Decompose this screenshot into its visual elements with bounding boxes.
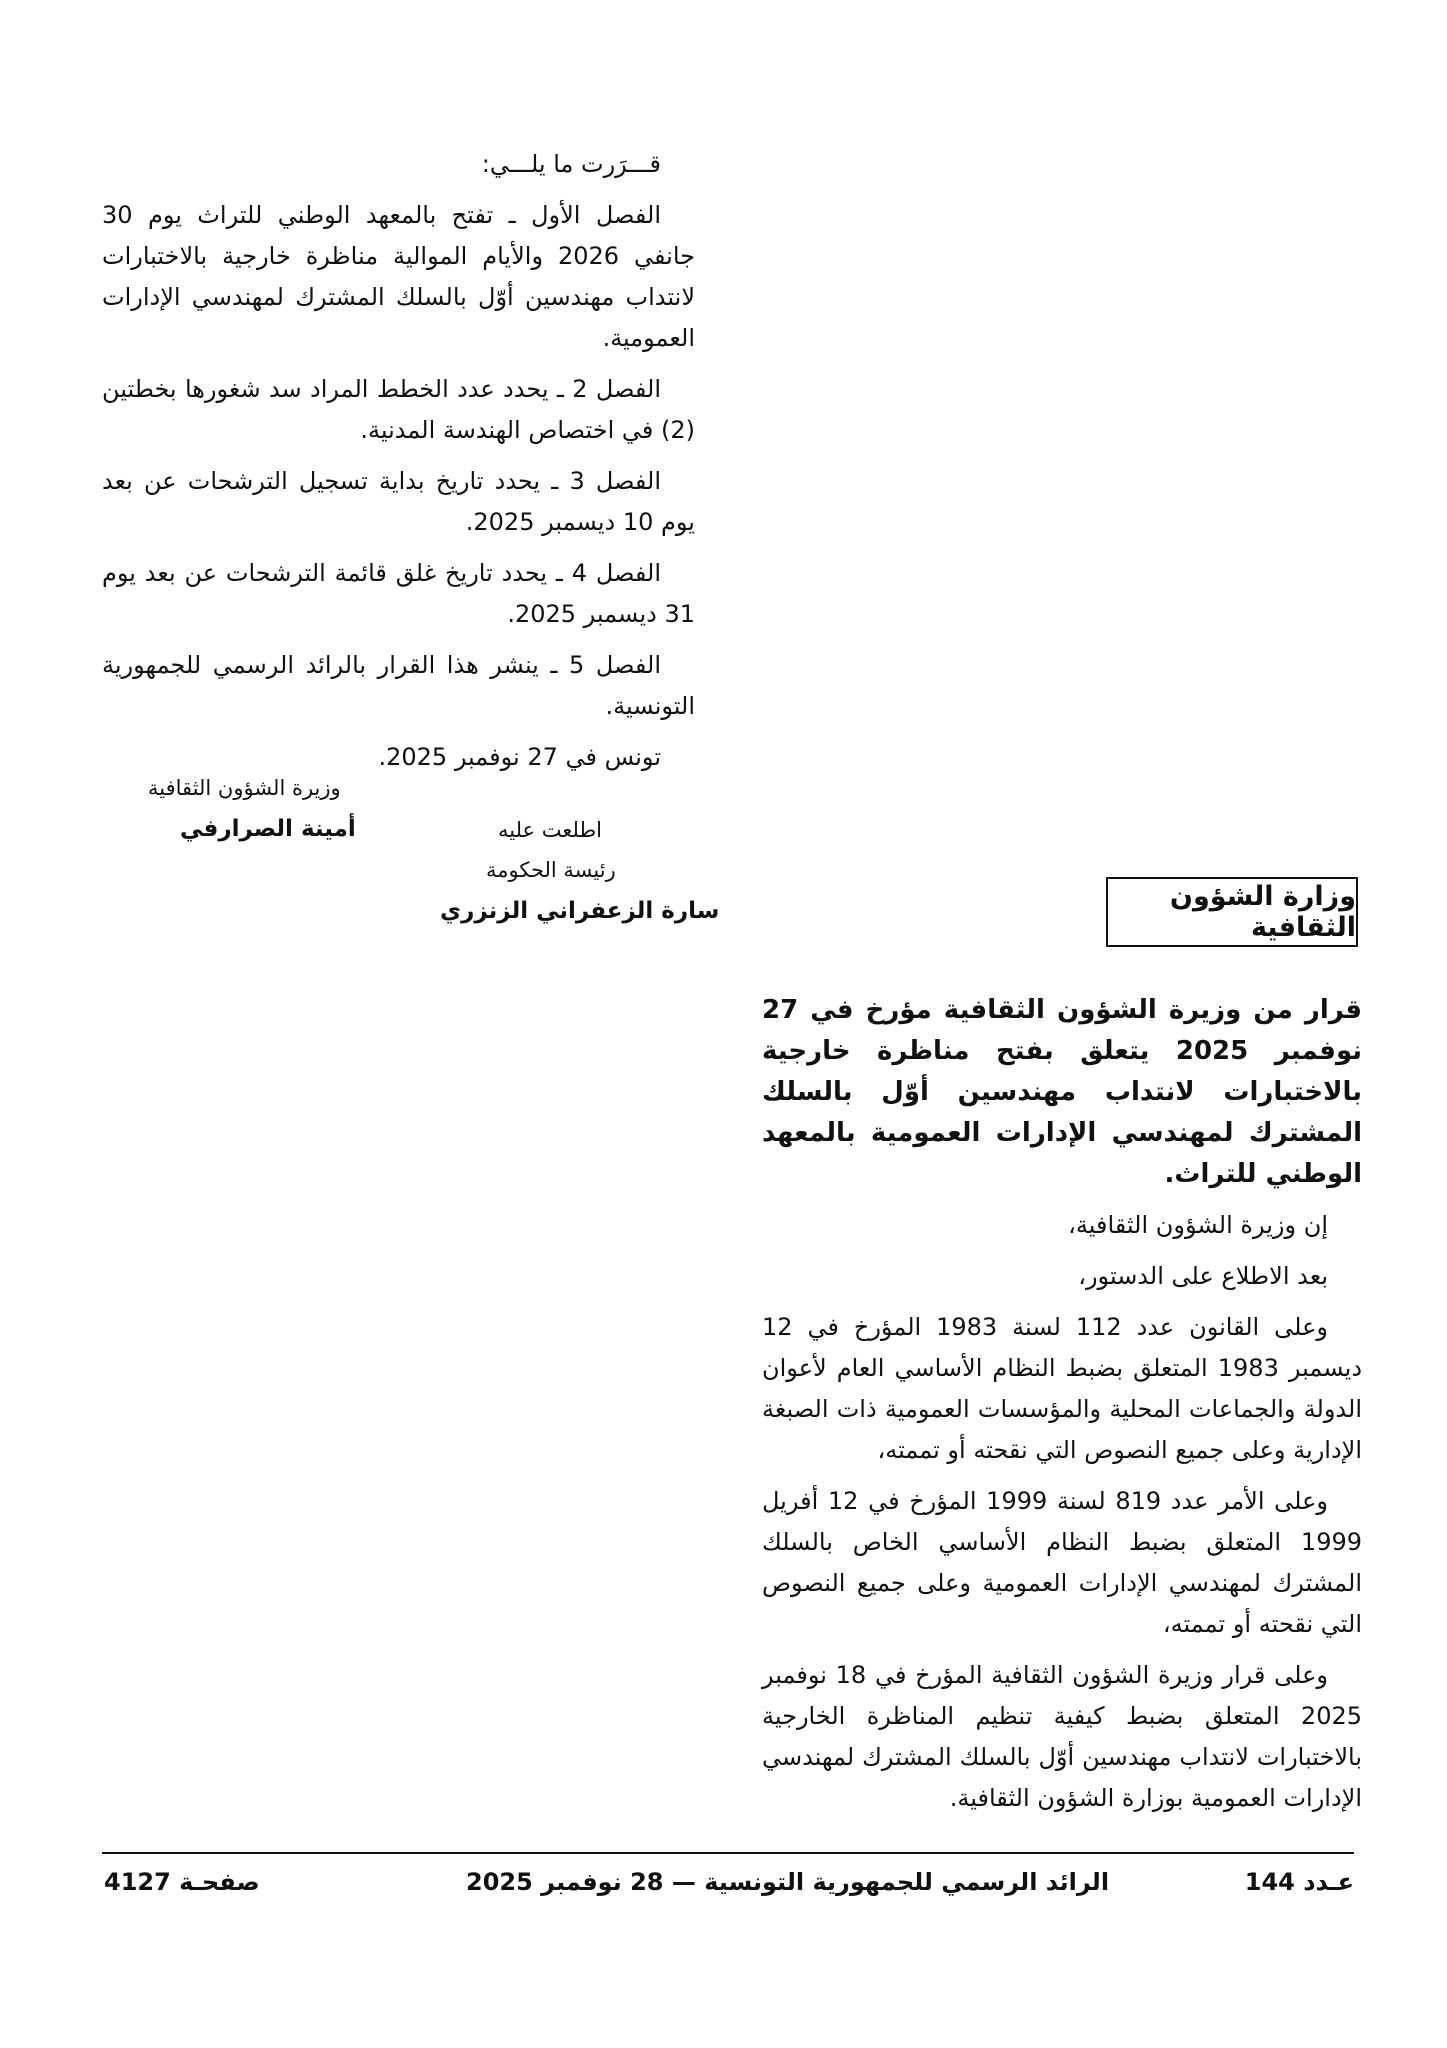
article-2: الفصل 2 ـ يحدد عدد الخطط المراد سد شغورها بخطتين (2) في اختصاص الهندسة المدنية.: [102, 375, 695, 444]
preamble-constitution: بعد الاطلاع على الدستور،: [1078, 1262, 1328, 1290]
minister-name: أمينة الصرارفي: [180, 816, 356, 842]
article-3: الفصل 3 ـ يحدد تاريخ بداية تسجيل الترشحات عن بعد يوم 10 ديسمبر 2025.: [102, 467, 695, 536]
decision-intro: قـــرَرت ما يلـــي:: [481, 150, 661, 178]
ministry-header-label: وزارة الشؤون الثقافية: [1169, 881, 1356, 943]
ministry-header: [1106, 877, 1358, 947]
footer-page: صفحـة 4127: [104, 1868, 260, 1896]
preamble-law-112: وعلى القانون عدد 112 لسنة 1983 المؤرخ في 12 ديسمبر 1983 المتعلق بضبط النظام الأساسي العام لأعوان الدولة والجماعات المحلية والمؤسسات العمومية ذات الصبغة الإدارية وعلى جميع النصوص التي نقحته أو تممته،: [762, 1313, 1363, 1464]
pm-name: سارة الزعفراني الزنزري: [440, 898, 720, 924]
footer-issue: عـدد 144: [1244, 1868, 1354, 1896]
preamble-decree-819: وعلى الأمر عدد 819 لسنة 1999 المؤرخ في 12 أفريل 1999 المتعلق بضبط النظام الأساسي الخاص بالسلك المشترك لمهندسي الإدارات العمومية وعلى جميع النصوص التي نقحته أو تممته،: [762, 1487, 1362, 1638]
right-column: [762, 990, 1362, 1829]
preamble-decision-18-nov: وعلى قرار وزيرة الشؤون الثقافية المؤرخ في 18 نوفمبر 2025 المتعلق بضبط كيفية تنظيم المناظرة الخارجية بالاختبارات لانتداب مهندسين أوّل بالسلك المشترك لمهندسي الإدارات العمومية بوزارة الشؤون الثقافية.: [762, 1661, 1362, 1812]
article-1: الفصل الأول ـ تفتح بالمعهد الوطني للتراث يوم 30 جانفي 2026 والأيام الموالية مناظرة خارجية بالاختبارات لانتداب مهندسين أوّل بالسلك المشترك لمهندسي الإدارات العمومية.: [102, 201, 695, 352]
article-4: الفصل 4 ـ يحدد تاريخ غلق قائمة الترشحات عن بعد يوم 31 ديسمبر 2025.: [102, 559, 695, 628]
left-column: [102, 144, 695, 788]
footer-divider: [102, 1852, 1354, 1854]
pm-title: رئيسة الحكومة: [486, 858, 616, 882]
seen-label: اطلعت عليه: [498, 818, 603, 842]
article-5: الفصل 5 ـ ينشر هذا القرار بالرائد الرسمي للجمهورية التونسية.: [102, 651, 695, 720]
decision-title: قرار من وزيرة الشؤون الثقافية مؤرخ في 27 نوفمبر 2025 يتعلق بفتح مناظرة خارجية بالاختبارات لانتداب مهندسين أوّل بالسلك المشترك لمهندسي الإدارات العمومية بالمعهد الوطني للتراث.: [762, 995, 1363, 1189]
place-date: تونس في 27 نوفمبر 2025.: [378, 743, 661, 771]
footer-journal: الرائد الرسمي للجمهورية التونسية — 28 نوفمبر 2025: [466, 1868, 1110, 1896]
minister-title: وزيرة الشؤون الثقافية: [148, 776, 341, 800]
preamble-minister: إن وزيرة الشؤون الثقافية،: [1068, 1211, 1328, 1239]
